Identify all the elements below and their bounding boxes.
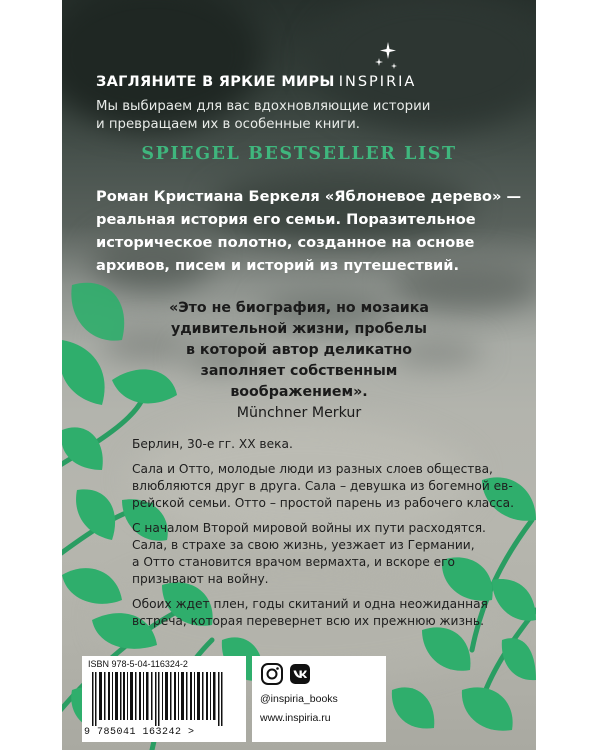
quote-line: воображением».	[230, 384, 368, 400]
press-quote	[62, 298, 536, 424]
series-tagline	[96, 74, 416, 90]
book-back-cover	[62, 0, 536, 750]
synopsis-line: Обоих ждет плен, годы скитаний и одна неожиданная	[132, 597, 488, 611]
barcode-digits: 9 785041 163242 >	[84, 727, 195, 738]
synopsis-line: Сала и Отто, молодые люди из разных слоев общества,	[132, 462, 493, 476]
summary-line: Роман Кристиана Беркеля «Яблоневое дерево» —	[96, 188, 522, 205]
synopsis-line: призывают на войну.	[132, 572, 269, 586]
social-panel	[252, 656, 386, 742]
synopsis-line: встреча, которая перевернет всю их прежнюю жизнь.	[132, 614, 484, 628]
synopsis-line: влюбляются друг в друга. Сала – девушка из богемной ев-	[132, 479, 513, 493]
vk-icon[interactable]	[290, 664, 310, 684]
quote-line: «Это не биография, но мозаика	[169, 300, 429, 316]
summary-line: реальная история его семьи. Поразительное	[96, 211, 476, 228]
instagram-icon[interactable]	[262, 664, 282, 684]
book-summary	[96, 185, 522, 277]
synopsis-line: С началом Второй мировой войны их пути расходятся.	[132, 521, 486, 535]
synopsis-line: рейской семьи. Отто – простой парень из рабочего класса.	[132, 496, 514, 510]
social-handle[interactable]: @inspiria_books	[260, 693, 338, 705]
summary-line: архивов, писем и историй из путешествий.	[96, 257, 460, 274]
website-link[interactable]: www.inspiria.ru	[260, 712, 331, 724]
intro-line: и превращаем их в особенные книги.	[96, 117, 360, 132]
quote-line: удивительной жизни, пробелы	[170, 321, 428, 337]
publisher-brand: INSPIRIA	[338, 74, 417, 90]
synopsis-line: Сала, в страхе за свою жизнь, уезжает из Германии,	[132, 538, 475, 552]
synopsis-paragraph	[132, 436, 532, 453]
intro-line: Мы выбираем для вас вдохновляющие истории	[96, 99, 431, 114]
sparkle-icon	[374, 42, 400, 72]
synopsis	[132, 436, 532, 638]
barcode-panel	[82, 656, 246, 742]
synopsis-line: а Отто становится врачом вермахта, и вскоре его	[132, 555, 455, 569]
quote-line: заполняет собственным	[200, 363, 398, 379]
isbn-text: ISBN 978-5-04-116324-2	[88, 659, 188, 669]
summary-line: историческое полотно, созданное на основе	[96, 234, 475, 251]
barcode-graphic	[92, 672, 236, 726]
quote-source: Münchner Merkur	[236, 405, 362, 421]
synopsis-line: Берлин, 30-е гг. XX века.	[132, 437, 293, 451]
tagline-text: ЗАГЛЯНИТЕ В ЯРКИЕ МИРЫ	[96, 74, 335, 90]
bestseller-label: SPIEGEL BESTSELLER LIST	[141, 144, 457, 164]
publisher-intro	[96, 98, 516, 134]
quote-line: в которой автор деликатно	[185, 342, 413, 358]
